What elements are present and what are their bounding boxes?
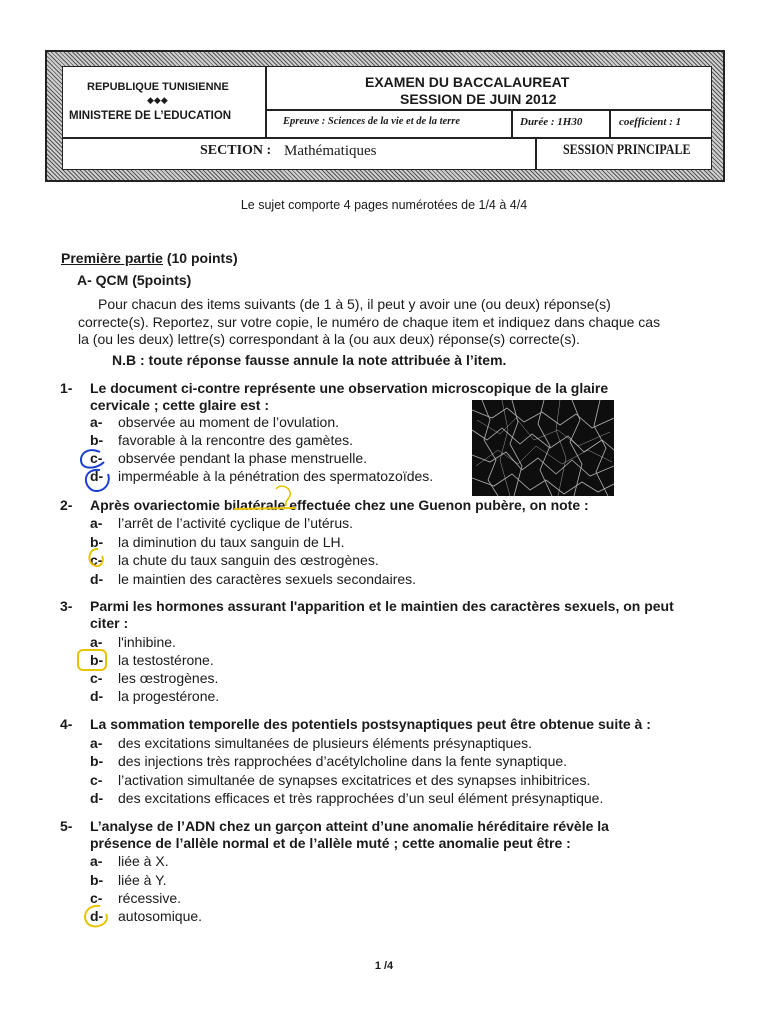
q2-line-1: Après ovariectomie bilatérale effectuée chez une Guenon pubère, on note : [90,497,589,513]
q3-option-text: la progestérone. [118,688,220,704]
ministry-label: MINISTERE DE L’EDUCATION [69,110,232,122]
q1-option-text: observée au moment de l’ovulation. [118,414,340,430]
q5-number: 5- [60,818,73,834]
q3-option-letter: d- [90,688,104,704]
q5-line-2: présence de l’allèle normal et de l’allèle muté ; cette anomalie peut être : [90,835,571,851]
q5-option-text: liée à X. [118,853,169,869]
q4-line-1: La sommation temporelle des potentiels postsynaptiques peut être obtenue suite à : [90,716,651,732]
q4-option-text: des injections très rapprochées d’acétylcholine dans la fente synaptique. [118,753,568,769]
q2-number: 2- [60,497,73,513]
q3-number: 3- [60,598,73,614]
q3-line-1: Parmi les hormones assurant l'apparition et le maintien des caractères sexuels, on peut [90,598,674,614]
cervical-mucus-micrograph [472,400,614,496]
page-subtitle: Le sujet comporte 4 pages numérotées de 1/4 à 4/4 [240,198,528,212]
q5-option-letter: d- [90,908,104,924]
section-value: Mathématiques [284,143,377,159]
session-label: SESSION DE JUIN 2012 [400,91,557,107]
nb-note: N.B : toute réponse fausse annule la note attribuée à l’item. [112,352,507,368]
q1-option-letter: d- [90,468,104,484]
q1-line-1: Le document ci-contre représente une observation microscopique de la glaire [90,380,609,396]
q3-option-letter: c- [90,670,103,686]
q3-line-2: citer : [90,615,129,631]
q1-option-text: observée pendant la phase menstruelle. [118,450,368,466]
q3-option-letter: a- [90,634,103,650]
q1-option-letter: b- [90,432,104,448]
q4-option-text: des excitations efficaces et très rapprochées d’un seul élément présynaptique. [118,790,604,806]
q5-option-letter: c- [90,890,103,906]
q4-option-text: l’activation simultanée de synapses excitatrices et des synapses inhibitrices. [118,772,591,788]
part-points: (10 points) [166,250,238,266]
q5-line-1: L’analyse de l’ADN chez un garçon atteint d’une anomalie héréditaire révèle la [90,818,609,834]
q1-line-2: cervicale ; cette glaire est : [90,397,269,413]
q4-option-letter: c- [90,772,103,788]
q4-option-letter: d- [90,790,104,806]
q1-option-text: imperméable à la pénétration des spermatozoïdes. [118,468,434,484]
ornament: ◆◆◆ [147,95,168,105]
q2-option-text: la diminution du taux sanguin de LH. [118,534,345,550]
q2-option-text: la chute du taux sanguin des œstrogènes. [118,552,379,568]
q4-option-letter: b- [90,753,104,769]
q4-option-text: des excitations simultanées de plusieurs éléments présynaptiques. [118,735,533,751]
instruction-line-3: la (ou les deux) lettre(s) correspondant à la (ou aux deux) réponse(s) correcte(s). [78,331,580,347]
q3-option-text: la testostérone. [118,652,214,668]
q3-option-text: les œstrogènes. [118,670,219,686]
q2-option-letter: a- [90,515,103,531]
q5-option-text: autosomique. [118,908,203,924]
q2-option-text: l’arrêt de l’activité cyclique de l’utérus. [118,515,353,531]
q1-number: 1- [60,380,73,396]
q1-option-letter: a- [90,414,103,430]
q5-option-letter: b- [90,872,104,888]
duree-label: Durée : 1H30 [520,116,583,128]
q4-option-letter: a- [90,735,103,751]
sectionA-title: A- QCM (5points) [77,272,192,288]
q3-option-text: l'inhibine. [118,634,176,650]
instruction-line-1: Pour chacun des items suivants (de 1 à 5), il peut y avoir une (ou deux) réponse(s) [98,296,611,312]
q5-option-text: récessive. [118,890,182,906]
q3-option-letter: b- [90,652,104,668]
exam-title: EXAMEN DU BACCALAUREAT [365,74,570,90]
q2-option-letter: d- [90,571,104,587]
q1-option-letter: c- [90,450,103,466]
republic-label: REPUBLIQUE TUNISIENNE [87,81,229,93]
page-number: 1 /4 [374,960,394,972]
q4-number: 4- [60,716,73,732]
instruction-line-2: correcte(s). Reportez, sur votre copie, le numéro de chaque item et indiquez dans chaque cas [78,314,661,330]
q2-option-letter: c- [90,552,103,568]
q5-option-letter: a- [90,853,103,869]
q2-option-text: le maintien des caractères sexuels secondaires. [118,571,417,587]
part-title: Première partie [61,250,163,266]
section-label: SECTION : [200,143,272,158]
epreuve-label: Epreuve : Sciences de la vie et de la terre [283,116,460,127]
q1-option-text: favorable à la rencontre des gamètes. [118,432,354,448]
q2-option-letter: b- [90,534,104,550]
q5-option-text: liée à Y. [118,872,167,888]
session-type: SESSION PRINCIPALE [563,142,691,158]
coefficient-label: coefficient : 1 [619,116,682,128]
